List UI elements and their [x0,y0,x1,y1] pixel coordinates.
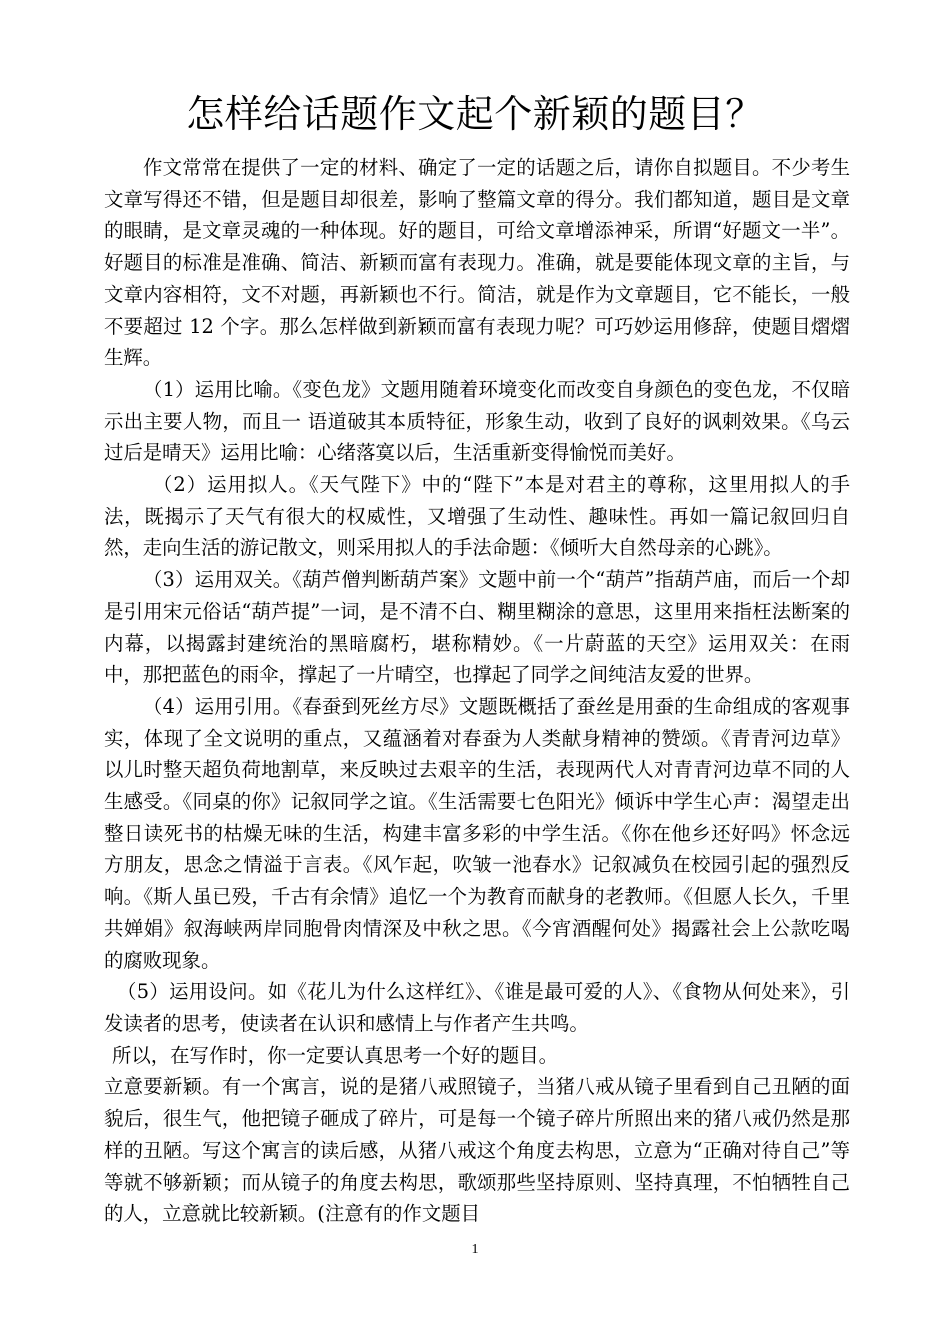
document-body [104,152,850,1230]
page-number: 1 [471,1242,479,1257]
intro-paragraph: 作文常常在提供了一定的材料、确定了一定的话题之后，请你自拟题目。不少考生文章写得还不错，但是题目却很差，影响了整篇文章的得分。我们都知道，题目是文章的眼睛，是文章灵魂的一种体现。好的题目，可给文章增添神采，所谓“好题文一半”。好题目的标准是准确、简洁、新颖而富有表现力。准确，就是要能体现文章的主旨，与文章内容相符，文不对题，再新颖也不行。简洁，就是作为文章题目，它不能长，一般不要超过 12 个字。那么怎样做到新颖而富有表现力呢？可巧妙运用修辞，使题目熠熠生辉。 [104,156,850,370]
conclusion-paragraph: 所以，在写作时，你一定要认真思考一个好的题目。 [112,1043,558,1067]
personification-paragraph: （2）运用拟人。《天气陛下》中的“陛下”本是对君主的尊称，这里用拟人的手法，既揭示了天气有很大的权威性，又增强了生动性、趣味性。再如一篇记叙回归自然，走向生活的游记散文，则采用拟人的手法命题：《倾听大自然母亲的心跳》。 [104,473,850,560]
rhetorical-question-paragraph: （5）运用设问。如《花儿为什么这样红》、《谁是最可爱的人》、《食物从何处来》，引发读者的思考，使读者在认识和感情上与作者产生共鸣。 [104,980,850,1035]
quotation-paragraph: （4）运用引用。《春蚕到死丝方尽》文题既概括了蚕丝是用蚕的生命组成的客观事实，体现了全文说明的重点，又蕴涵着对春蚕为人类献身精神的赞颂。《青青河边草》以儿时整天超负荷地割草，来反映过去艰辛的生活，表现两代人对青青河边草不同的人生感受。《同桌的你》记叙同学之谊。《生活需要七色阳光》倾诉中学生心声：渴望走出整日读死书的枯燥无味的生活，构建丰富多彩的中学生活。《你在他乡还好吗》怀念远方朋友，思念之情溢于言表。《风乍起，吹皱一池春水》记叙减负在校园引起的强烈反响。《斯人虽已殁，千古有余情》追忆一个为教育而献身的老教师。《但愿人长久，千里共婵娟》叙海峡两岸同胞骨肉情深及中秋之思。《今宵酒醒何处》揭露社会上公款吃喝的腐败现象。 [104,694,850,972]
metaphor-paragraph: （1）运用比喻。《变色龙》文题用随着环境变化而改变自身颜色的变色龙，不仅暗示出主要人物，而且一 语道破其本质特征，形象生动，收到了良好的讽刺效果。《乌云过后是晴天》运用比喻：心绪落寞以后，生活重新变得愉悦而美好。 [104,377,850,465]
new-idea-paragraph: 立意要新颖。有一个寓言，说的是猪八戒照镜子，当猪八戒从镜子里看到自己丑陋的面貌后，很生气，他把镜子砸成了碎片，可是每一个镜子碎片所照出来的猪八戒仍然是那样的丑陋。写这个寓言的读后感，从猪八戒这个角度去构思，立意为“正确对待自己”等等就不够新颖；而从镜子的角度去构思，歌颂那些坚持原则、坚持真理，不怕牺牲自己的人，立意就比较新颖。(注意有的作文题目 [104,1075,850,1226]
document-title: 怎样给话题作文起个新颖的题目？ [186,92,764,136]
pun-paragraph: （3）运用双关。《葫芦僧判断葫芦案》文题中前一个“葫芦”指葫芦庙，而后一个却是引用宋元俗话“葫芦提”一词，是不清不白、糊里糊涂的意思，这里用来指枉法断案的内幕，以揭露封建统治的黑暗腐朽，堪称精妙。《一片蔚蓝的天空》运用双关：在雨中，那把蓝色的雨伞，撑起了一片晴空，也撑起了同学之间纯洁友爱的世界。 [104,568,850,687]
